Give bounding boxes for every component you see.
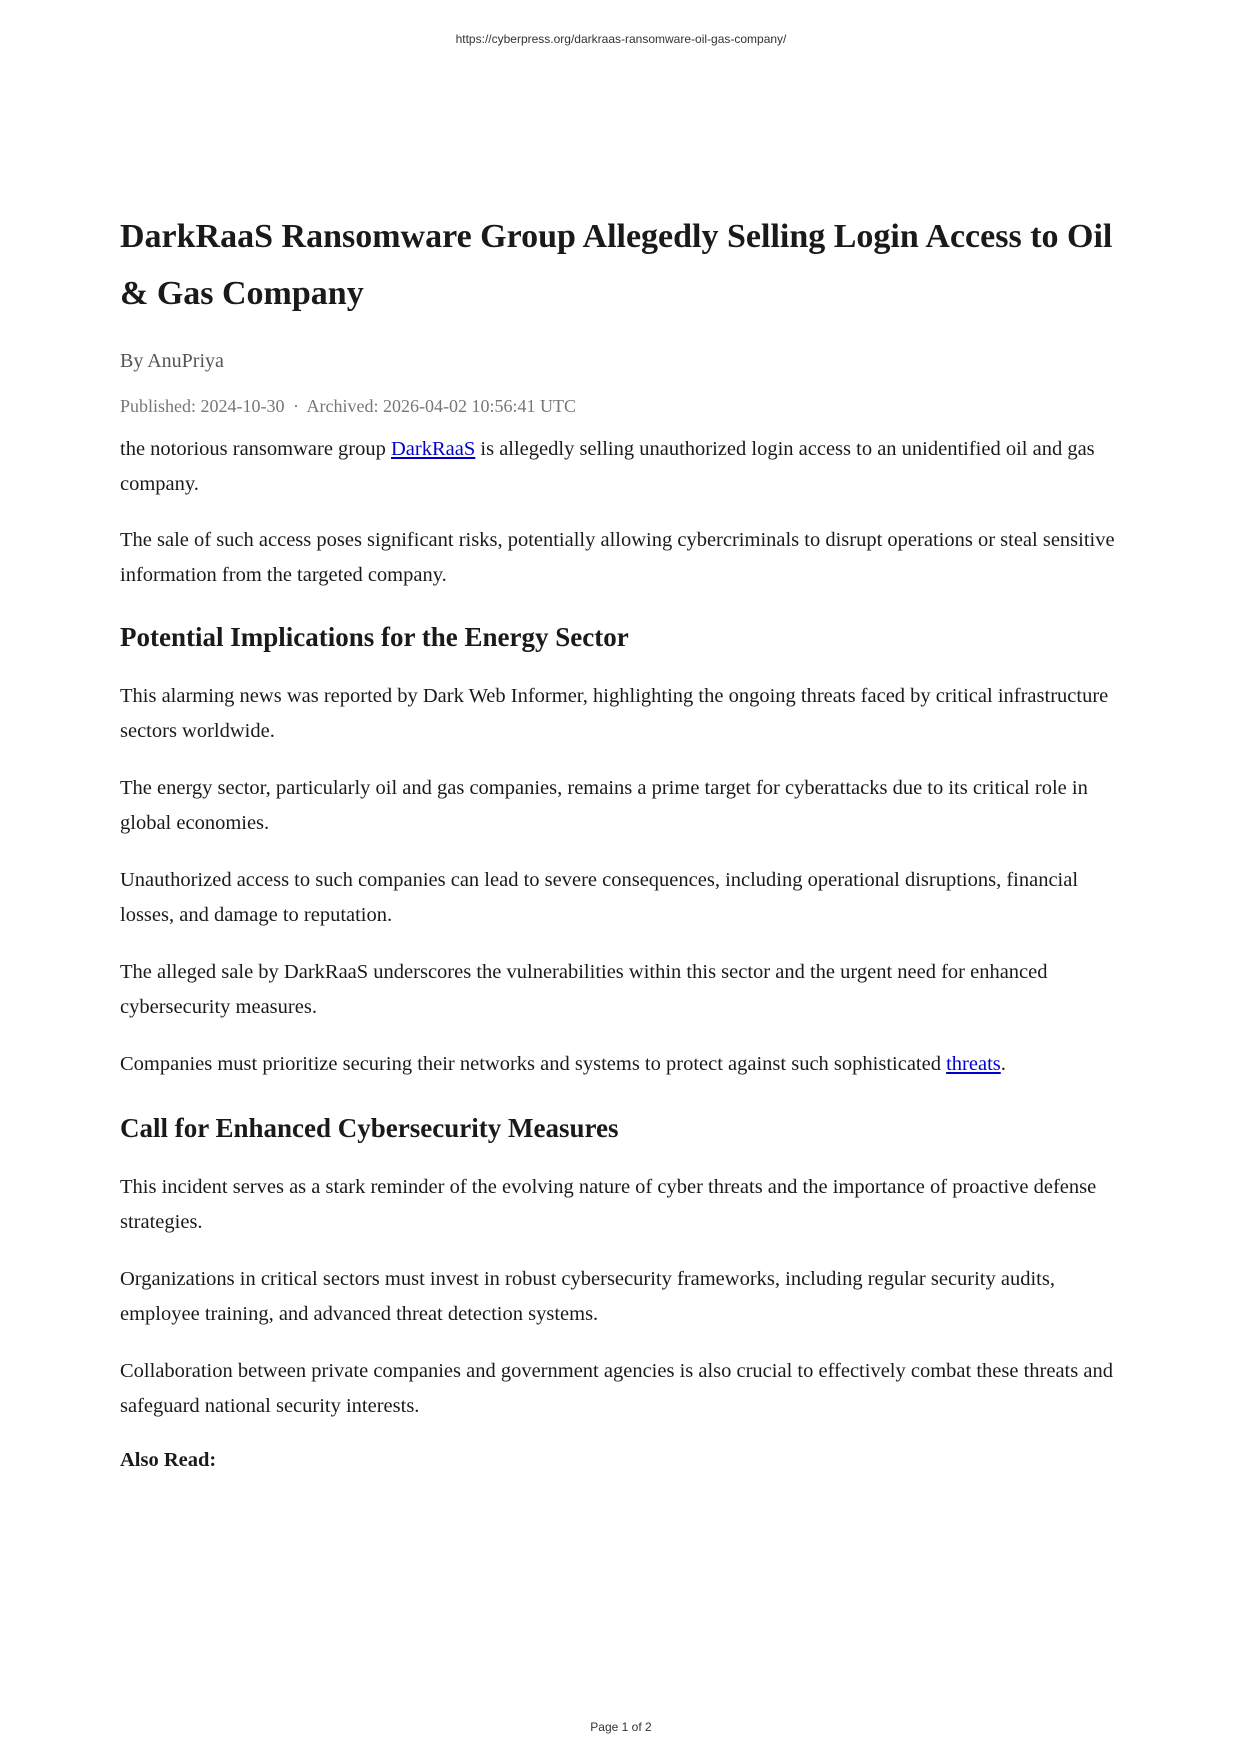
publication-dates [120,393,1130,419]
date-separator: · [293,396,299,416]
paragraph-consequences: Unauthorized access to such companies can lead to severe consequences, including operational disruptions, financial losses, and damage to reputation. [120,869,1079,926]
paragraph-invest: Organizations in critical sectors must invest in robust cybersecurity frameworks, including regular security audits, employee training, and advanced threat detection systems. [120,1268,1055,1325]
byline: By AnuPriya [120,350,224,372]
paragraph-energy-target: The energy sector, particularly oil and gas companies, remains a prime target for cyberattacks due to its critical role in global economies. [120,777,1088,834]
darkraas-link[interactable]: DarkRaaS [391,438,476,460]
paragraph-intro [120,432,1130,502]
article-title: DarkRaaS Ransomware Group Allegedly Selling Login Access to Oil & Gas Company [120,218,1113,312]
threats-link[interactable]: threats [946,1053,1001,1075]
paragraph-vulnerabilities: The alleged sale by DarkRaaS underscores the vulnerabilities within this sector and the urgent need for enhanced cybersecurity measures. [120,961,1048,1018]
archived-date: Archived: 2026-04-02 10:56:41 UTC [306,396,576,416]
page-url: https://cyberpress.org/darkraas-ransomware-oil-gas-company/ [455,32,787,46]
paragraph-text: . [1000,1053,1006,1075]
paragraph-reminder: This incident serves as a stark reminder of the evolving nature of cyber threats and the importance of proactive defense strategies. [120,1176,1097,1233]
paragraph-prioritize [120,1047,1130,1082]
page-number: Page 1 of 2 [590,1720,652,1734]
paragraph-report: This alarming news was reported by Dark Web Informer, highlighting the ongoing threats faced by critical infrastructure sectors worldwide. [120,685,1109,742]
section-heading-cybersecurity: Call for Enhanced Cybersecurity Measures [120,1113,619,1143]
paragraph-text: is allegedly selling unauthorized login access to an unidentified oil and gas company. [120,438,1095,495]
section-heading-energy: Potential Implications for the Energy Sector [120,622,629,652]
paragraph-text: Companies must prioritize securing their networks and systems to protect against such sophisticated [120,1053,947,1075]
paragraph-text: the notorious ransomware group [120,438,391,460]
paragraph-collaboration: Collaboration between private companies and government agencies is also crucial to effectively combat these threats and safeguard national security interests. [120,1360,1113,1417]
also-read-label: Also Read: [120,1449,217,1471]
paragraph-risks: The sale of such access poses significant risks, potentially allowing cybercriminals to disrupt operations or steal sensitive information from the targeted company. [120,529,1115,586]
article [120,208,1130,1475]
published-date: Published: 2024-10-30 [120,396,285,416]
